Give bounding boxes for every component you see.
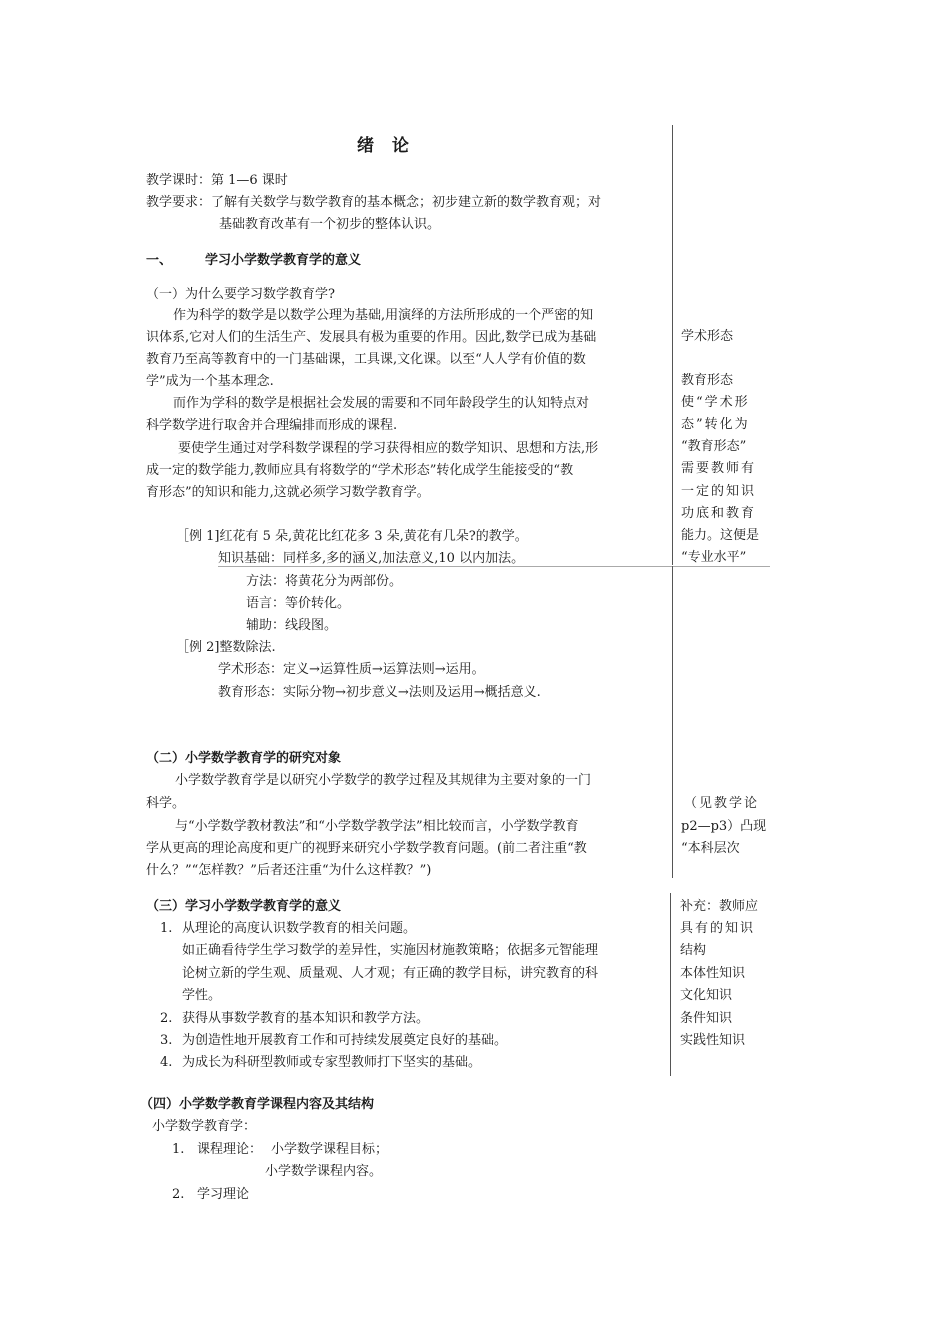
s4-item1-text: 小学数学课程目标； xyxy=(271,1142,389,1157)
side-note-2: 教育形态 xyxy=(681,373,734,388)
s3-item3-num: 3. xyxy=(160,1033,173,1048)
s2-p1-line2: 科学。 xyxy=(146,796,186,811)
example2-item-educational: 教育形态：实际分物→初步意义→法则及运用→概括意义. xyxy=(218,685,541,700)
s2-side-note-2: p2—p3）凸现 xyxy=(681,819,767,834)
side-note-8: 功底和教育 xyxy=(681,506,757,521)
s3-side-note-5: 文化知识 xyxy=(680,988,733,1003)
s4-item1-label: 课程理论： xyxy=(197,1142,263,1157)
s3-side-note-2: 具有的知识 xyxy=(680,921,756,936)
s3-item1-detail-line3: 学性。 xyxy=(182,988,222,1003)
s3-item3-text: 为创造性地开展教育工作和可持续发展奠定良好的基础。 xyxy=(182,1033,508,1048)
s3-item1-num: 1. xyxy=(160,921,173,936)
s4-item1-num: 1. xyxy=(172,1142,185,1157)
s2-p2-line2: 学从更高的理论高度和更广的视野来研究小学数学教育问题。(前二者注重“教 xyxy=(146,841,587,856)
side-note-3: 使“学术形 xyxy=(681,395,750,410)
s1-p3-line3: 育形态”的知识和能力,这就必须学习数学教育学。 xyxy=(146,485,430,500)
column-divider-middle xyxy=(672,566,673,878)
column-divider-top xyxy=(672,125,673,565)
side-note-9: 能力。这便是 xyxy=(681,528,760,543)
column-divider-bottom xyxy=(670,893,671,1076)
s3-item2-text: 获得从事数学教育的基本知识和教学方法。 xyxy=(182,1011,430,1026)
s3-side-note-4: 本体性知识 xyxy=(680,966,746,981)
s1-p3-line1: 要使学生通过对学科数学课程的学习获得相应的数学知识、思想和方法,形 xyxy=(178,441,599,456)
example1-item-knowledge: 知识基础：同样多,多的涵义,加法意义,10 以内加法。 xyxy=(218,551,525,566)
s1-p1-line1: 作为科学的数学是以数学公理为基础,用演绎的方法所形成的一个严密的知 xyxy=(173,308,594,323)
s4-intro: 小学数学教育学： xyxy=(152,1119,257,1134)
side-note-1: 学术形态 xyxy=(681,329,734,344)
s1-p2-line2: 科学数学进行取舍并合理编排而形成的课程. xyxy=(146,418,398,433)
s3-side-note-6: 条件知识 xyxy=(680,1011,733,1026)
s2-side-note-3: “本科层次 xyxy=(681,841,740,856)
side-note-7: 一定的知识 xyxy=(681,484,757,499)
page-break-line xyxy=(218,566,770,567)
side-note-10: “专业水平” xyxy=(681,550,747,565)
subsection2-title: （二）小学数学教育学的研究对象 xyxy=(146,751,342,766)
section1-heading: 学习小学数学教育学的意义 xyxy=(205,253,362,268)
subsection3-title: （三）学习小学数学教育学的意义 xyxy=(146,899,342,914)
section1-number: 一、 xyxy=(146,253,173,268)
teaching-requirements-line2: 基础教育改革有一个初步的整体认识。 xyxy=(219,217,441,232)
example1-title: ［例 1]红花有 5 朵,黄花比红花多 3 朵,黄花有几朵?的教学。 xyxy=(176,529,528,544)
example2-title: ［例 2]整数除法. xyxy=(176,640,276,655)
side-note-6: 需要教师有 xyxy=(681,461,757,476)
s3-item1-detail-line2: 论树立新的学生观、质量观、人才观；有正确的教学目标，讲究教育的科 xyxy=(182,966,599,981)
s1-p1-line4: 学”成为一个基本理念. xyxy=(146,374,274,389)
side-note-5: “教育形态” xyxy=(681,439,747,454)
s1-p1-line2: 识体系,它对人们的生活生产、发展具有极为重要的作用。因此,数学已成为基础 xyxy=(146,330,597,345)
s1-p3-line2: 成一定的数学能力,教师应具有将数学的“学术形态”转化成学生能接受的“教 xyxy=(146,463,574,478)
s3-item4-text: 为成长为科研型教师或专家型教师打下坚实的基础。 xyxy=(182,1055,482,1070)
s1-p2-line1: 而作为学科的数学是根据社会发展的需要和不同年龄段学生的认知特点对 xyxy=(173,396,590,411)
subsection1-title-text: （一）为什么要学习数学教育学? xyxy=(146,287,335,302)
s3-side-note-7: 实践性知识 xyxy=(680,1033,746,1048)
s3-item4-num: 4. xyxy=(160,1055,173,1070)
s2-p1-line1: 小学数学教育学是以研究小学数学的教学过程及其规律为主要对象的一门 xyxy=(175,773,592,788)
s4-item2-label: 学习理论 xyxy=(197,1187,250,1202)
side-note-4: 态”转化为 xyxy=(681,417,750,432)
teaching-hours: 教学课时：第 1—6 课时 xyxy=(146,173,288,188)
example1-item-aid: 辅助：线段图。 xyxy=(246,618,338,633)
s3-item2-num: 2. xyxy=(160,1011,173,1026)
s3-item1-text: 从理论的高度认识数学教育的相关问题。 xyxy=(182,921,417,936)
s2-p2-line1: 与“小学数学教材教法”和“小学数学教学法”相比较而言，小学数学教育 xyxy=(175,819,579,834)
s1-p1-line3: 教育乃至高等教育中的一门基础课，工具课,文化课。以至“人人学有价值的数 xyxy=(146,352,586,367)
page-title: 绪 论 xyxy=(357,136,415,156)
s4-item2-num: 2. xyxy=(172,1187,185,1202)
subsection4-title: （四）小学数学教育学课程内容及其结构 xyxy=(140,1097,375,1112)
s3-side-note-3: 结构 xyxy=(680,943,707,958)
s3-side-note-1: 补充：教师应 xyxy=(680,899,759,914)
example1-item-method: 方法：将黄花分为两部份。 xyxy=(246,574,403,589)
s2-p2-line3: 什么？”“怎样教？”后者还注重“为什么这样教？”) xyxy=(146,863,432,878)
s4-item1-text2: 小学数学课程内容。 xyxy=(265,1164,383,1179)
example2-item-academic: 学术形态：定义→运算性质→运算法则→运用。 xyxy=(218,662,485,677)
s3-item1-detail-line1: 如正确看待学生学习数学的差异性，实施因材施教策略；依据多元智能理 xyxy=(182,943,599,958)
s2-side-note-1: （见教学论 xyxy=(684,796,760,811)
example1-item-language: 语言：等价转化。 xyxy=(246,596,351,611)
teaching-requirements-line1: 教学要求：了解有关数学与数学教育的基本概念；初步建立新的数学教育观；对 xyxy=(146,195,602,210)
